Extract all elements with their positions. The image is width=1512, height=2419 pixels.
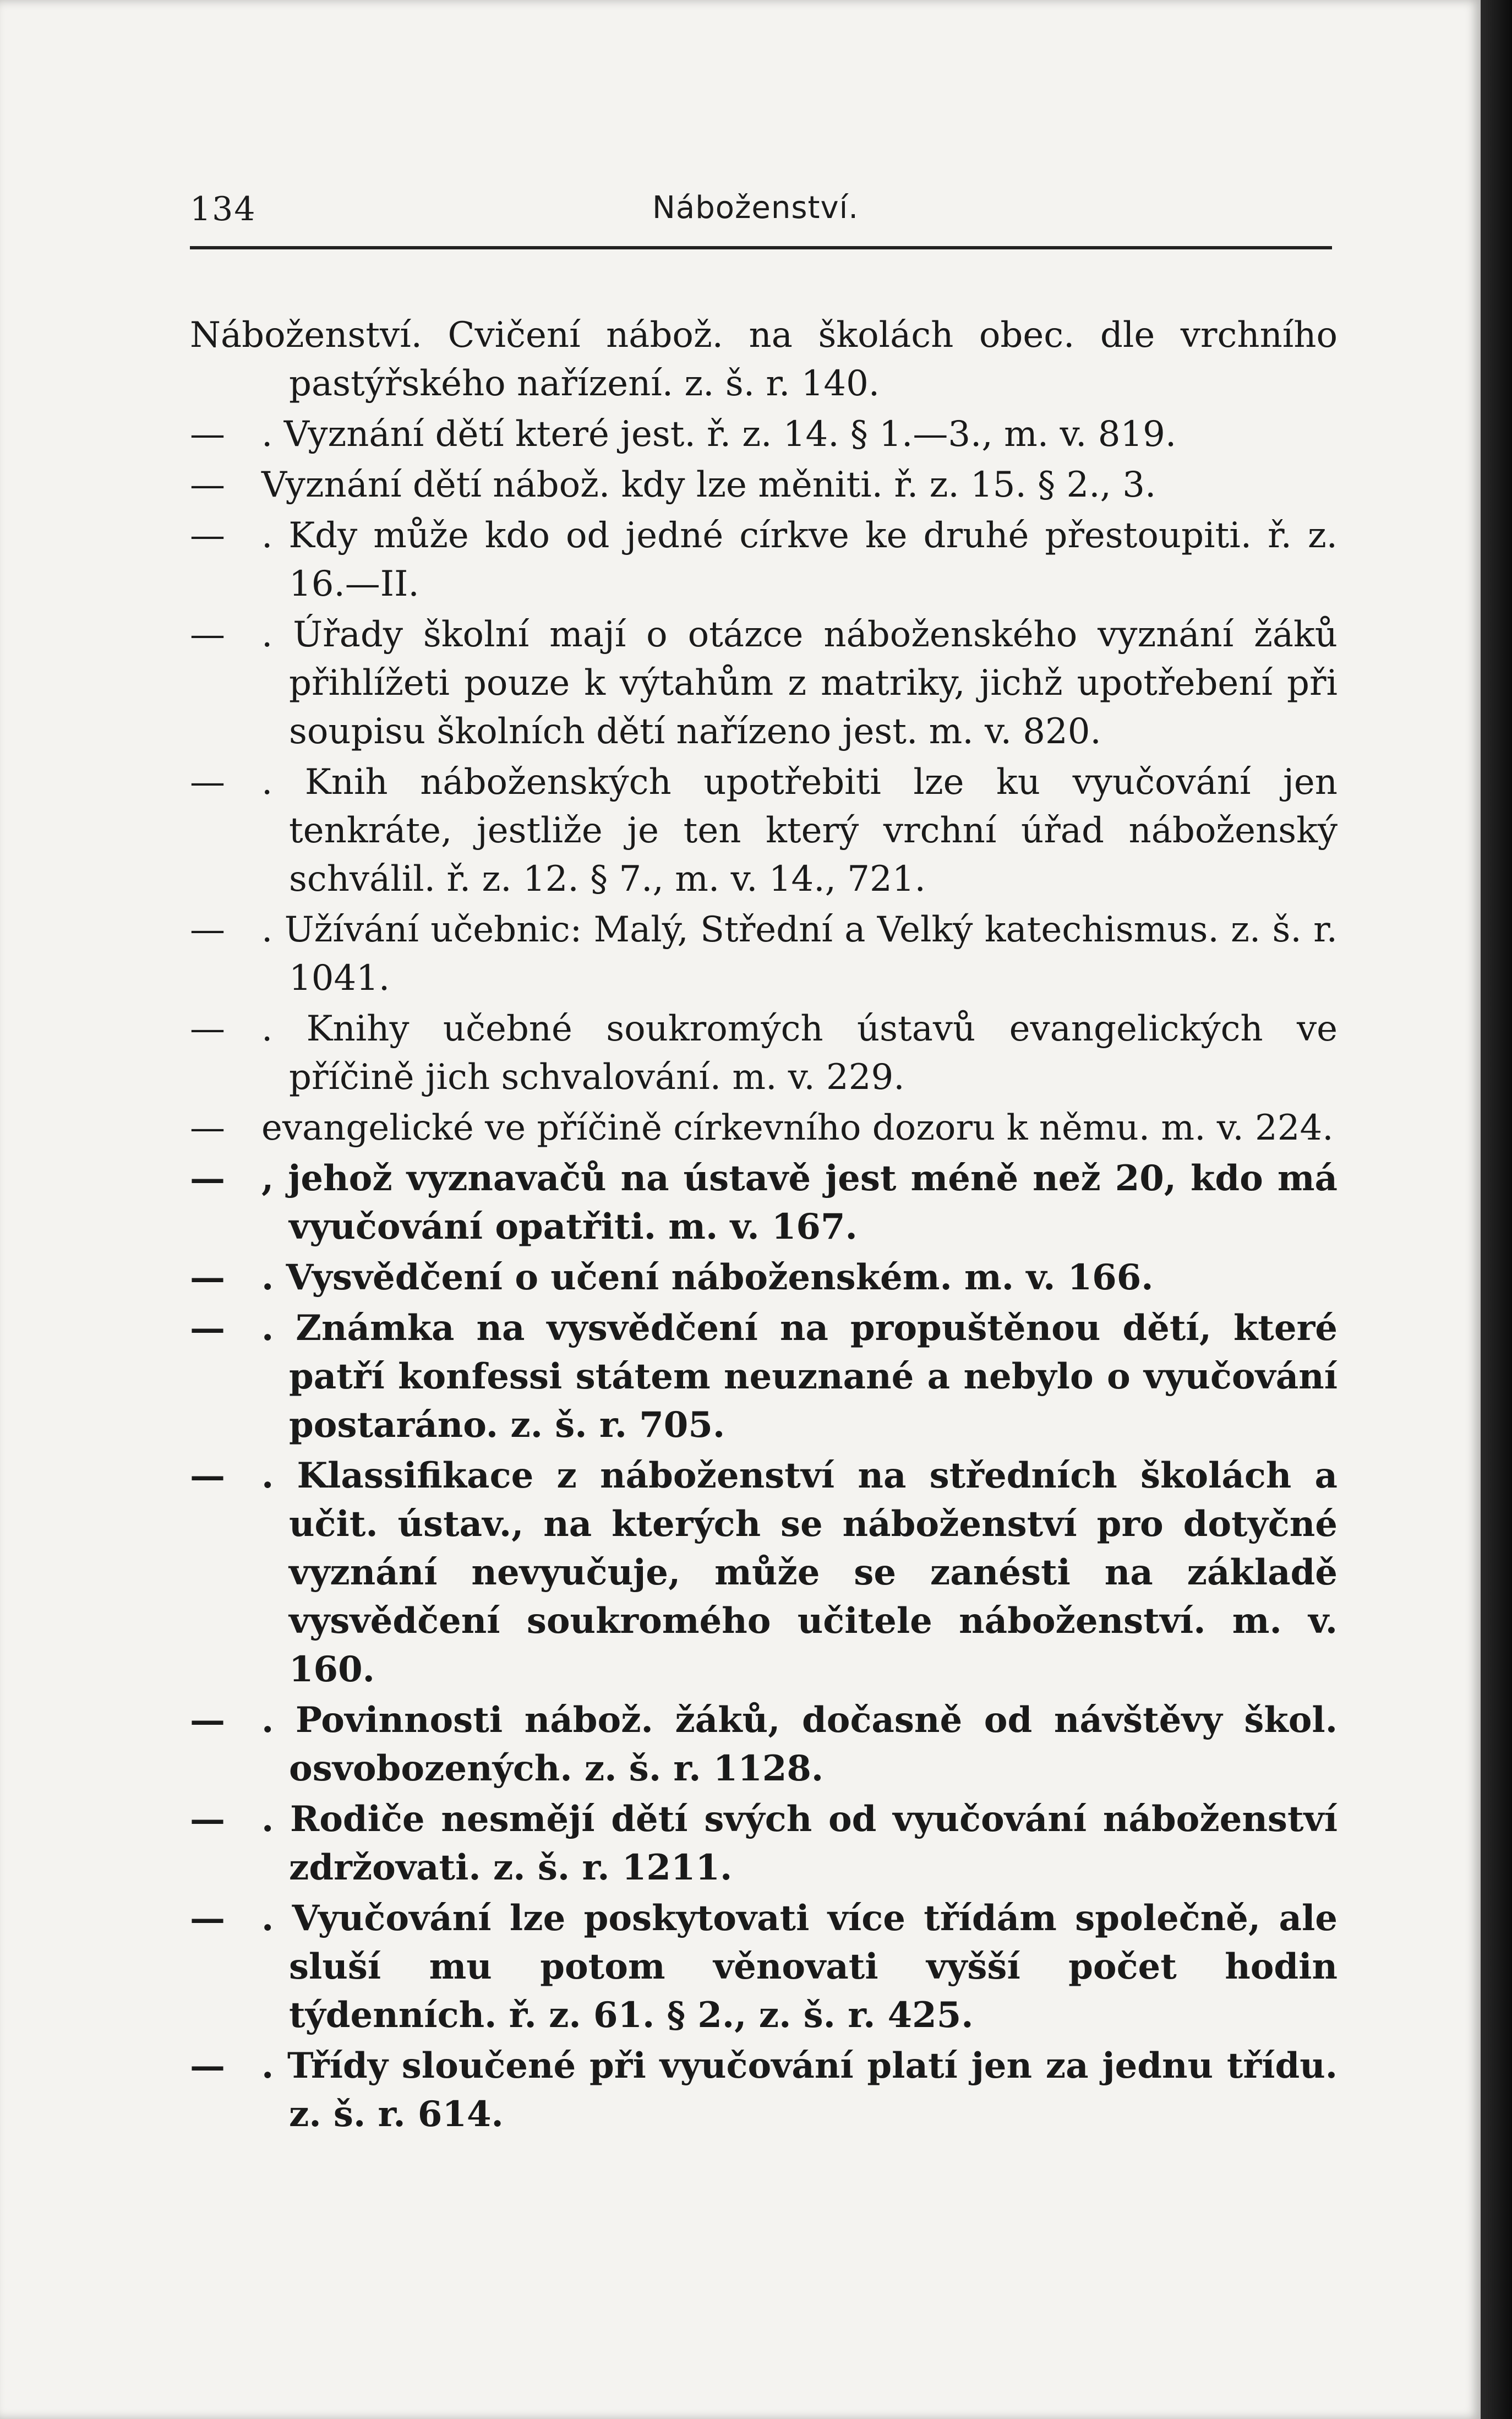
index-entry (190, 758, 1338, 903)
entry-text: . Rodiče nesmějí dětí svých od vyučování náboženství zdržovati. z. š. r. 1211. (261, 1799, 1338, 1888)
index-entry (190, 1104, 1338, 1152)
index-entry (190, 611, 1338, 756)
page-edge-shadow (1481, 0, 1512, 2419)
entry-dash: — (190, 1158, 225, 1199)
entry-text: . Užívání učebnic: Malý, Střední a Velký katechismus. z. š. r. 1041. (261, 909, 1338, 999)
entry-text: Vyznání dětí nábož. kdy lze měniti. ř. z. 15. § 2., 3. (261, 465, 1156, 505)
index-entry (190, 1005, 1338, 1102)
page-number: 134 (190, 190, 256, 228)
index-entry (190, 1452, 1338, 1694)
index-entry (190, 1254, 1338, 1302)
entry-dash: — (190, 2045, 225, 2086)
entry-dash: — (190, 614, 225, 655)
entry-dash: — (190, 1009, 225, 1049)
index-entry (190, 1154, 1338, 1251)
index-entry (190, 1795, 1338, 1892)
entry-text: . Vysvědčení o učení náboženském. m. v. 166. (261, 1257, 1154, 1298)
entry-text: . Klassifikace z náboženství na středních školách a učit. ústav., na kterých se náboženství pro dotyčné vyznání nevyučuje, může se zanésti na základě vysvědčení soukromého učitele náboženství. m. v. 160. (261, 1455, 1338, 1690)
entry-text: . Třídy sloučené při vyučování platí jen za jednu třídu. z. š. r. 614. (261, 2045, 1338, 2135)
entry-dash: — (190, 465, 225, 505)
entry-dash: — (190, 1307, 225, 1349)
entry-dash: — (190, 1898, 225, 1939)
entry-text: . Kdy může kdo od jedné církve ke druhé přestoupiti. ř. z. 16.—II. (261, 515, 1338, 604)
entry-text: . Úřady školní mají o otázce náboženského vyznání žáků přihlížeti pouze k výtahům z matriky, jichž upotřebení při soupisu školních dětí nařízeno jest. m. v. 820. (261, 614, 1338, 752)
index-entry (190, 511, 1338, 608)
index-entry (190, 906, 1338, 1003)
entry-dash: — (190, 1699, 225, 1741)
index-entry (190, 410, 1338, 459)
entry-dash: — (190, 762, 225, 803)
entry-text: . Známka na vysvědčení na propuštěnou dětí, které patří konfessi státem neuznané a nebylo o vyučování postaráno. z. š. r. 705. (261, 1307, 1338, 1446)
page-header (190, 190, 1332, 234)
index-entry (190, 1696, 1338, 1793)
entry-dash: — (190, 1455, 225, 1496)
entry-text: . Knihy učebné soukromých ústavů evangelických ve příčině jich schvalování. m. v. 229. (261, 1009, 1338, 1098)
entry-text: . Povinnosti nábož. žáků, dočasně od návštěvy škol. osvobozených. z. š. r. 1128. (261, 1699, 1338, 1789)
entry-dash: — (190, 414, 225, 455)
index-entry (190, 461, 1338, 509)
entry-text: . Vyučování lze poskytovati více třídám společně, ale sluší mu potom věnovati vyšší počet hodin týdenních. ř. z. 61. § 2., z. š. r. 425. (261, 1898, 1338, 2036)
entry-dash: — (190, 1799, 225, 1840)
entry-dash: — (190, 1257, 225, 1298)
index-entries (190, 311, 1338, 2141)
index-entry (190, 311, 1338, 408)
entry-text: , jehož vyznavačů na ústavě jest méně než 20, kdo má vyučování opatřiti. m. v. 167. (261, 1158, 1338, 1247)
index-entry (190, 2042, 1338, 2139)
index-entry (190, 1304, 1338, 1450)
index-entry (190, 1894, 1338, 2040)
entry-text: . Vyznání dětí které jest. ř. z. 14. § 1.—3., m. v. 819. (261, 414, 1177, 455)
entry-text: evangelické ve příčině církevního dozoru k němu. m. v. 224. (261, 1108, 1334, 1148)
entry-text: Náboženství. Cvičení nábož. na školách obec. dle vrchního pastýřského nařízení. z. š. r. 140. (190, 315, 1338, 404)
entry-dash: — (190, 515, 225, 556)
running-title: Náboženství. (652, 190, 859, 226)
header-rule (190, 246, 1332, 249)
entry-text: . Knih náboženských upotřebiti lze ku vyučování jen tenkráte, jestliže je ten který vrchní úřad náboženský schválil. ř. z. 12. § 7., m. v. 14., 721. (261, 762, 1338, 900)
entry-dash: — (190, 909, 225, 950)
entry-dash: — (190, 1108, 225, 1148)
